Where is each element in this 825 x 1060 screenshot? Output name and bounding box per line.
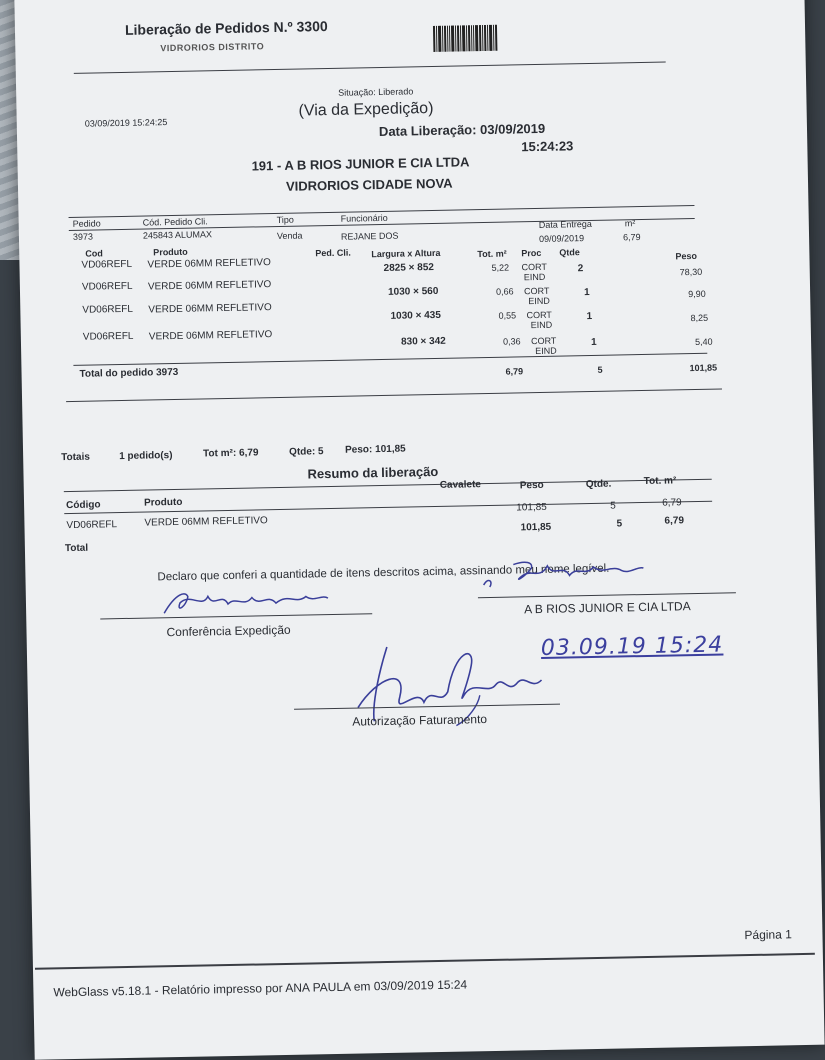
items-col-cod: Cod bbox=[85, 248, 103, 259]
totals-m2: Tot m²: 6,79 bbox=[203, 447, 259, 460]
copy-type: (Via da Expedição) bbox=[298, 99, 434, 120]
summary-col-codigo: Código bbox=[65, 499, 101, 512]
order-m2: 6,79 bbox=[622, 232, 641, 243]
item-product: VERDE 06MM REFLETIVO bbox=[147, 279, 272, 293]
item-product: VERDE 06MM REFLETIVO bbox=[147, 257, 271, 271]
item-tot-m2: 5,22 bbox=[491, 262, 510, 273]
item-weight: 9,90 bbox=[688, 288, 706, 300]
order-delivery-date: 09/09/2019 bbox=[538, 233, 585, 244]
declaration-text: Declaro que conferi a quantidade de itens descritos acima, assinando meu nome legível. bbox=[157, 562, 610, 584]
summary-col-tot-m2: Tot. m² bbox=[643, 475, 677, 488]
item-qty: 2 bbox=[577, 263, 584, 275]
summary-title: Resumo da liberação bbox=[307, 463, 439, 482]
summary-total-qty: 5 bbox=[616, 518, 623, 530]
item-qty: 1 bbox=[586, 310, 593, 323]
col-m2: m² bbox=[624, 218, 636, 229]
summary-total-m2: 6,79 bbox=[664, 515, 685, 527]
item-product: VERDE 06MM REFLETIVO bbox=[148, 302, 272, 316]
summary-product: VERDE 06MM REFLETIVO bbox=[144, 515, 268, 529]
summary-code: VD06REFL bbox=[66, 519, 118, 532]
items-col-peso: Peso bbox=[675, 250, 698, 262]
totals-label: Totais bbox=[61, 451, 90, 464]
items-col-dimensions: Largura x Altura bbox=[371, 247, 441, 260]
order-total-weight: 101,85 bbox=[689, 362, 718, 374]
summary-qty: 5 bbox=[610, 500, 616, 512]
item-tot-m2: 0,66 bbox=[495, 286, 514, 297]
handwritten-date: 03.09.19 15:24 bbox=[540, 632, 724, 662]
item-proc: CORT bbox=[523, 285, 550, 297]
order-employee: REJANE DOS bbox=[340, 230, 399, 242]
item-proc: CORT bbox=[530, 335, 557, 347]
item-dimensions: 1030 × 435 bbox=[390, 309, 441, 322]
item-code: VD06REFL bbox=[82, 330, 134, 343]
totals-weight: Peso: 101,85 bbox=[344, 443, 406, 456]
summary-col-cavalete: Cavalete bbox=[439, 479, 482, 491]
col-tipo: Tipo bbox=[276, 214, 294, 226]
item-proc2: EIND bbox=[528, 295, 550, 307]
items-col-proc: Proc bbox=[521, 247, 542, 259]
client-name: 191 - A B RIOS JUNIOR E CIA LTDA bbox=[251, 154, 470, 174]
release-date: Data Liberação: 03/09/2019 bbox=[378, 120, 546, 140]
item-proc2: EIND bbox=[523, 271, 546, 283]
item-weight: 78,30 bbox=[679, 266, 703, 278]
item-code: VD06REFL bbox=[82, 303, 134, 316]
item-proc2: EIND bbox=[535, 345, 557, 357]
order-total-rule bbox=[73, 353, 707, 366]
summary-col-peso: Peso bbox=[519, 479, 544, 492]
summary-total-weight: 101,85 bbox=[520, 521, 552, 534]
order-total-m2: 6,79 bbox=[505, 366, 524, 377]
printed-document bbox=[14, 0, 825, 1060]
item-weight: 5,40 bbox=[694, 336, 713, 347]
totals-orders: 1 pedido(s) bbox=[119, 450, 173, 463]
print-datetime: 03/09/2019 15:24:25 bbox=[84, 117, 168, 129]
item-weight: 8,25 bbox=[690, 312, 709, 324]
footer-report-info: WebGlass v5.18.1 - Relatório impresso por ANA PAULA em 03/09/2019 15:24 bbox=[53, 977, 468, 1000]
footer-rule bbox=[35, 953, 815, 970]
item-dimensions: 2825 × 852 bbox=[383, 261, 435, 274]
item-dimensions: 830 × 342 bbox=[400, 335, 446, 348]
item-proc: CORT bbox=[521, 261, 548, 273]
totals-qty: Qtde: 5 bbox=[289, 446, 324, 458]
col-funcionario: Funcionário bbox=[340, 212, 388, 224]
item-qty: 1 bbox=[584, 287, 590, 299]
label-client-signature: A B RIOS JUNIOR E CIA LTDA bbox=[524, 599, 691, 617]
signature-client bbox=[473, 551, 674, 595]
summary-m2: 6,79 bbox=[662, 497, 682, 509]
order-total-qty: 5 bbox=[597, 364, 603, 375]
item-code: VD06REFL bbox=[81, 280, 133, 293]
status-text: Situação: Liberado bbox=[338, 86, 414, 98]
company-subtitle: VIDRORIOS DISTRITO bbox=[160, 41, 265, 54]
col-data-entrega: Data Entrega bbox=[538, 218, 592, 230]
item-proc: CORT bbox=[526, 309, 552, 321]
order-client-code: 245843 ALUMAX bbox=[142, 229, 213, 241]
col-cod-pedido-cli: Cód. Pedido Cli. bbox=[142, 216, 208, 228]
order-number: 3973 bbox=[72, 231, 94, 242]
branch-name: VIDRORIOS CIDADE NOVA bbox=[285, 175, 453, 194]
summary-col-qtde: Qtde. bbox=[585, 478, 612, 491]
col-pedido: Pedido bbox=[72, 218, 101, 229]
release-time: 15:24:23 bbox=[521, 138, 574, 155]
label-autorizacao: Autorização Faturamento bbox=[352, 712, 488, 729]
item-qty: 1 bbox=[590, 336, 597, 348]
items-col-ped-cli: Ped. Cli. bbox=[315, 247, 351, 259]
summary-total-label: Total bbox=[64, 542, 89, 555]
item-product: VERDE 06MM REFLETIVO bbox=[148, 329, 273, 343]
item-dimensions: 1030 × 560 bbox=[387, 285, 439, 298]
summary-col-produto: Produto bbox=[143, 496, 183, 509]
order-end-rule bbox=[66, 388, 722, 402]
document-title: Liberação de Pedidos N.º 3300 bbox=[124, 17, 328, 38]
footer-page: Página 1 bbox=[744, 927, 792, 943]
summary-top-rule bbox=[64, 479, 712, 492]
item-tot-m2: 0,55 bbox=[498, 310, 517, 321]
items-col-tot-m2: Tot. m² bbox=[477, 248, 507, 260]
header-divider bbox=[74, 62, 666, 74]
item-tot-m2: 0,36 bbox=[502, 336, 521, 347]
order-total-label: Total do pedido 3973 bbox=[79, 366, 179, 380]
items-col-qtde: Qtde bbox=[559, 247, 580, 258]
order-type: Venda bbox=[276, 230, 303, 241]
items-col-produto: Produto bbox=[153, 246, 188, 258]
barcode-icon bbox=[433, 25, 497, 52]
label-conferencia: Conferência Expedição bbox=[166, 622, 291, 640]
item-proc2: EIND bbox=[530, 319, 553, 331]
summary-weight: 101,85 bbox=[516, 501, 547, 514]
item-code: VD06REFL bbox=[81, 258, 133, 271]
